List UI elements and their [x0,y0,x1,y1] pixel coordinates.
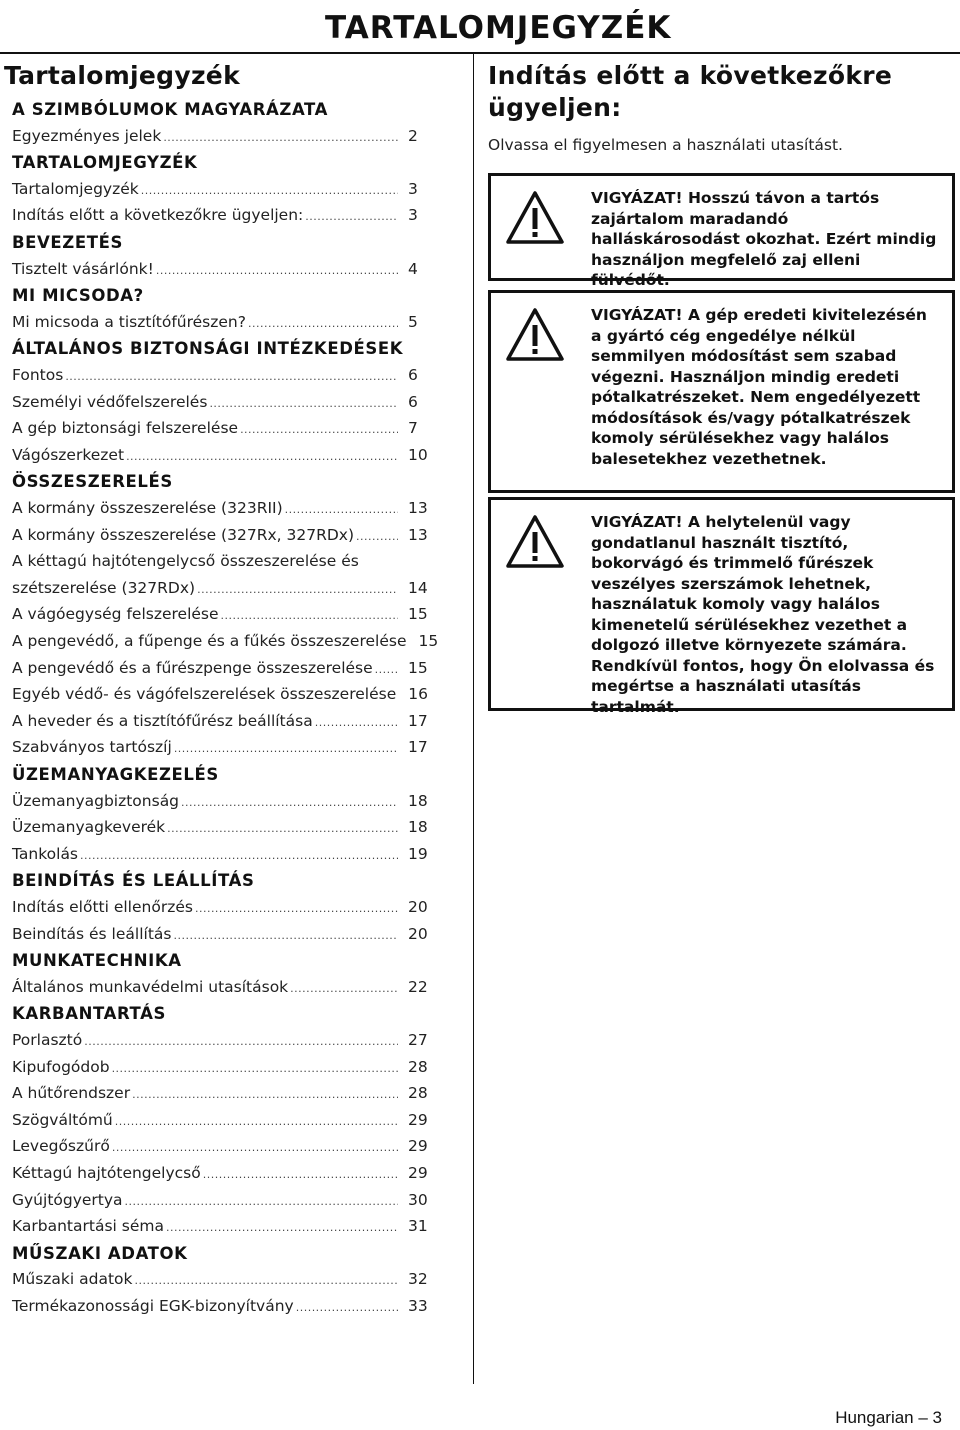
toc-entry-label: Karbantartási séma [12,1217,164,1236]
toc-leader-dots [115,1111,398,1129]
toc-entry [12,738,438,756]
toc-page-number: 33 [408,1297,428,1315]
toc-leader-dots [173,925,398,943]
toc-page-number: 29 [408,1137,428,1156]
warning-triangle-icon [505,514,565,570]
warning-text: VIGYÁZAT! A gép eredeti kivitelezésén a gyártó cég engedélye nélkül semmilyen módosítást sem szabad végezni. Használjon mindig eredeti pótalkatrészeket. Nem engedélyezett módosítások és/vagy pótalkatrészek komoly sérülésekhez vagy halálos balesetekhez vezethetnek. [591,306,927,468]
before-start-section [488,60,958,154]
intro-text: Olvassa el figyelmesen a használati utasítást. [488,136,843,154]
column-divider [473,54,474,1384]
toc-leader-dots [356,526,398,544]
toc-entry-label: Egyezményes jelek [12,126,162,145]
toc-page-number: 29 [408,1110,428,1129]
toc-page-number: 13 [408,499,428,517]
toc-page-number: 3 [408,179,418,198]
toc-page-number: 5 [408,312,418,331]
toc-section-heading: ÜZEMANYAGKEZELÉS [12,765,219,784]
toc-entry-label: Tankolás [12,844,79,863]
toc-entry-label: Kéttagú hajtótengelycső [12,1164,201,1182]
page-header-title: TARTALOMJEGYZÉK [325,10,672,46]
toc-entry [12,579,438,597]
toc-leader-dots [221,605,398,623]
toc-page-number: 28 [408,1084,428,1103]
toc-entry [12,659,438,677]
toc-section-heading: MUNKATECHNIKA [12,951,182,971]
toc-entry [12,1191,438,1209]
toc-entry [12,792,438,810]
toc-leader-dots [305,206,398,224]
toc-entry-label: Általános munkavédelmi utasítások [12,977,289,996]
toc-entry [12,446,438,464]
toc-page-number: 14 [408,578,428,597]
toc-entry [12,632,438,650]
toc-entry [12,898,438,916]
toc-entry-label: Porlasztó [12,1031,83,1049]
toc-leader-dots [163,127,398,145]
toc-entry-label: Műszaki adatok [12,1270,133,1289]
toc-section-heading: MI MICSODA? [12,286,144,306]
toc-entry-label: A heveder és a tisztítófűrész beállítása [12,711,313,730]
toc-page-number: 3 [408,206,418,225]
toc-entry-label: A vágóegység felszerelése [12,605,219,624]
toc-entry-label: A kormány összeszerelése (327Rx, 327RDx) [12,525,354,544]
toc-page-number: 28 [408,1057,428,1076]
toc-page-number: 16 [408,685,428,704]
toc-leader-dots [65,366,398,384]
table-of-contents [0,60,450,1315]
toc-leader-dots [125,1191,398,1209]
toc-entry [12,845,438,863]
toc-leader-dots [141,180,398,198]
toc-entry [12,552,438,570]
toc-section-heading: TARTALOMJEGYZÉK [12,153,198,173]
toc-page-number: 2 [408,126,418,145]
toc-entry-label: Vágószerkezet [12,445,125,464]
toc-entry-label: Termékazonossági EGK-bizonyítvány [12,1297,294,1315]
toc-section-heading: ÖSSZESZERELÉS [12,472,173,492]
toc-entry-label: szétszerelése (327RDx) [12,578,196,597]
toc-leader-dots [197,579,398,597]
toc-entry-label: Üzemanyagbiztonság [12,791,180,810]
toc-entry-label: Gyújtógyertya [12,1190,123,1209]
toc-entry-label: A kormány összeszerelése (323RII) [12,499,283,517]
toc-leader-dots [195,898,398,916]
toc-page-number: 31 [408,1217,428,1236]
toc-section-heading: MŰSZAKI ADATOK [12,1243,188,1263]
toc-entry-label: Egyéb védő- és vágófelszerelések összeszerelése [12,685,397,704]
toc-entry [12,1111,438,1129]
warning-text: VIGYÁZAT! A helytelenül vagy gondatlanul használt tisztító, bokorvágó és trimmelő fűrészek veszélyes szerszámok lehetnek, használatuk komoly vagy halálos kimenetelű sérülésekhez vezethet a dolgozó illetve környezete számára. Rendkívül fontos, hogy Ön elolvassa és megértse a használati utasítás tartalmát. [591,513,935,716]
warning-box [488,290,955,493]
toc-entry-label: Indítás előtti ellenőrzés [12,898,193,916]
toc-leader-dots [296,1297,398,1315]
toc-page-number: 13 [408,525,428,544]
toc-page-number: 6 [408,392,418,411]
toc-leader-dots [156,260,398,278]
toc-page-number: 20 [408,898,428,916]
toc-page-number: 18 [408,791,428,810]
toc-leader-dots [181,792,398,810]
toc-page-number: 17 [408,711,428,730]
toc-entry [12,260,438,278]
toc-entry [12,1084,438,1102]
toc-entry [12,605,438,623]
toc-page-number: 20 [408,924,428,943]
toc-leader-dots [209,393,398,411]
toc-leader-dots [112,1058,398,1076]
toc-page-number: 32 [408,1270,428,1289]
toc-section-heading: ÁLTALÁNOS BIZTONSÁGI INTÉZKEDÉSEK [12,339,404,359]
toc-entry [12,206,438,224]
toc-entry [12,685,438,703]
toc-entry-label: Szabványos tartószíj [12,738,172,757]
toc-entry [12,1058,438,1076]
toc-entry-label: A hűtőrendszer [12,1084,131,1103]
toc-leader-dots [167,818,398,836]
toc-page-number: 15 [408,605,428,624]
toc-entry [12,712,438,730]
toc-leader-dots [126,446,398,464]
toc-leader-dots [80,845,398,863]
toc-page-number: 6 [408,366,418,384]
toc-page-number: 30 [408,1190,428,1209]
toc-entry [12,1270,438,1288]
toc-page-number: 15 [418,632,439,650]
warning-box [488,173,955,289]
toc-page-number: 22 [408,977,428,996]
toc-entry [12,1297,438,1315]
toc-entry [12,127,438,145]
toc-leader-dots [166,1217,398,1235]
toc-entry-label: Üzemanyagkeverék [12,818,166,837]
warning-triangle-icon [505,190,565,246]
toc-page-number: 10 [408,445,428,464]
section-title-line2: ügyeljen: [488,93,622,122]
section-title-line1: Indítás előtt a következőkre [488,61,893,90]
toc-entry-label: A pengevédő és a fűrészpenge összeszerelése [12,658,373,677]
toc-page-number: 27 [408,1031,428,1049]
toc-entry [12,393,438,411]
toc-entry [12,313,438,331]
toc-entry [12,1031,438,1049]
toc-page-number: 19 [408,844,428,863]
section-title [488,60,958,124]
toc-entry-label: Kipufogódob [12,1057,110,1076]
toc-leader-dots [315,712,398,730]
toc-page-number: 4 [408,259,418,278]
toc-entry [12,419,438,437]
toc-entry-label: A kéttagú hajtótengelycső összeszerelése és [12,552,359,571]
toc-entry-label: Fontos [12,366,64,384]
toc-entry-label: Szögváltómű [12,1110,113,1129]
toc-section-heading: BEVEZETÉS [12,233,123,252]
toc-entry-label: Tartalomjegyzék [12,179,139,198]
toc-entry [12,925,438,943]
toc-leader-dots [285,499,398,517]
toc-page-number: 15 [408,658,428,677]
toc-entry [12,1164,438,1182]
header-rule [0,52,960,54]
toc-entry-label: Tisztelt vásárlónk! [12,259,154,278]
toc-leader-dots [203,1164,398,1182]
toc-leader-dots [240,419,398,437]
toc-entry-label: A pengevédő, a fűpenge és a fűkés összeszerelése [12,632,407,650]
toc-page-number: 7 [408,419,418,438]
toc-leader-dots [375,659,398,677]
toc-entry [12,978,438,996]
toc-title: Tartalomjegyzék [4,61,240,90]
toc-leader-dots [174,738,398,756]
toc-section-heading: BEINDÍTÁS ÉS LEÁLLÍTÁS [12,871,255,891]
toc-leader-dots [132,1084,398,1102]
toc-page-number: 17 [408,738,428,757]
toc-leader-dots [290,978,398,996]
toc-page-number: 29 [408,1164,428,1182]
toc-entry-label: Beindítás és leállítás [12,924,172,943]
toc-entry [12,1217,438,1235]
toc-page-number: 18 [408,818,428,837]
toc-entry-label: Mi micsoda a tisztítófűrészen? [12,312,246,331]
toc-entry-label: A gép biztonsági felszerelése [12,419,239,438]
warning-triangle-icon [505,307,565,363]
toc-section-heading: A SZIMBÓLUMOK MAGYARÁZATA [12,100,329,119]
toc-section-heading: KARBANTARTÁS [12,1004,166,1024]
toc-entry-label: Személyi védőfelszerelés [12,392,208,411]
toc-entry [12,526,438,544]
toc-leader-dots [84,1031,398,1049]
toc-entry-label: Indítás előtt a következőkre ügyeljen: [12,206,304,225]
toc-entry [12,366,438,384]
warning-box [488,497,955,716]
toc-entry [12,818,438,836]
page-footer: Hungarian – 3 [835,1408,942,1427]
toc-leader-dots [248,313,398,331]
toc-leader-dots [112,1137,398,1155]
toc-entry [12,499,438,517]
toc-entry-label: Levegőszűrő [12,1137,110,1156]
toc-entry [12,180,438,198]
toc-entry [12,1137,438,1155]
toc-leader-dots [135,1270,399,1288]
warning-text: VIGYÁZAT! Hosszú távon a tartós zajártalom maradandó halláskárosodást okozhat. Ezért mindig használjon megfelelő zaj elleni fülvédőt. [591,189,937,289]
